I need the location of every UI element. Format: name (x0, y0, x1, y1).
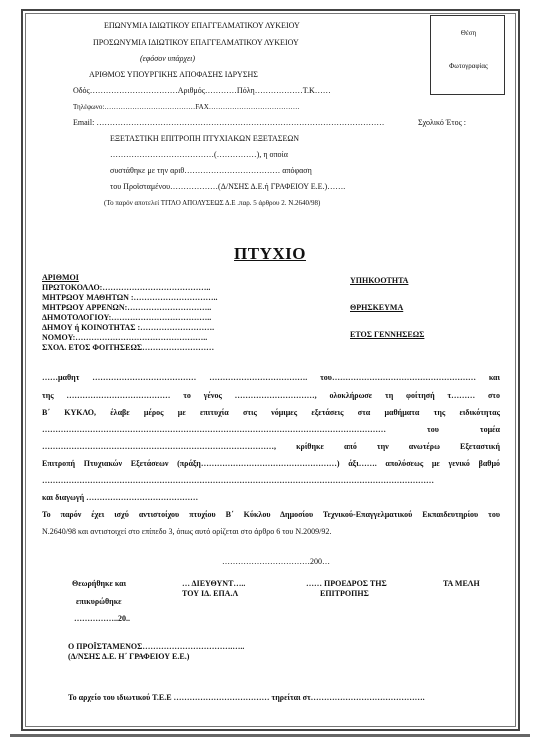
certified-label-1: Θεωρήθηκε και (72, 579, 127, 588)
document-title: ΠΤΥΧΙΟ (234, 244, 306, 263)
director-label-2: ΤΟΥ ΙΔ. ΕΠΑ.Λ (182, 589, 239, 598)
school-subname-note: (εφόσον υπάρχει) (140, 54, 196, 63)
committee-line3: συστάθηκε με την αριθ……………………………… απόφαση (110, 166, 312, 175)
committee-line4: του Προϊσταμένου………………(Δ/ΝΣΗΣ Δ.Ε.ή ΓΡΑΦΕΙΟΥ Ε.Ε.)……. (110, 182, 346, 191)
phone-fax-line: Τηλέφωνο:…………………………………FAX………………………………… (73, 103, 300, 111)
citizenship-label: ΥΠΗΚΟΟΤΗΤΑ (350, 276, 409, 285)
committee-note: (Το παρόν αποτελεί ΤΙΤΛΟ ΑΠΟΛΥΣΕΩΣ Δ.Ε .παρ. 5 άρθρου 2. Ν.2640/98) (104, 199, 321, 207)
religion-label: ΘΡΗΣΚΕΥΜΑ (350, 303, 404, 312)
chair-label-1: …… ΠΡΟΕΔΡΟΣ ΤΗΣ (306, 579, 387, 588)
body-line-1: ……μαθητ ………………………………… ………………………………. του……………………………………………… και (42, 373, 500, 382)
email-line: Email: ……………………………………………………………………………………………… (73, 118, 385, 127)
address-line: Οδός……………………………Αριθμός…………Πόλη………………Τ.Κ…… (73, 86, 331, 95)
body-line-5: ……………………………………………………………………………, κρίθηκε από την ανωτέρω Εξεταστική (42, 442, 500, 451)
registry-school-year: ΣΧΟΛ. ΕΤΟΣ ΦΟΙΤΗΣΕΩΣ……………………… (42, 343, 215, 352)
chair-label-2: ΕΠΙΤΡΟΠΗΣ (320, 589, 369, 598)
school-year-label: Σχολικό Έτος : (418, 118, 466, 127)
bottom-scan-edge (10, 734, 530, 737)
registry-prefecture: ΝΟΜΟΥ:………………………………………….. (42, 333, 208, 342)
registry-males: ΜΗΤΡΩΟΥ ΑΡΡΕΝΩΝ:………………………….. (42, 303, 212, 312)
photo-placeholder-box (430, 15, 505, 95)
members-label: ΤΑ ΜΕΛΗ (443, 579, 480, 588)
photo-label-line1: Θέση (460, 29, 477, 37)
certified-date: ……………..20.. (74, 614, 130, 623)
registry-heading: ΑΡΙΘΜΟΙ (42, 273, 79, 282)
registry-protocol: ΠΡΩΤΟΚΟΛΛΟ:………………………………….. (42, 283, 211, 292)
equivalence-line-1: Το παρόν έχει ισχύ αντιστοίχου πτυχίου Β΄ Κύκλου Δημοσίου Τεχνικού-Επαγγελματικού Εκπαιδευτηρίου του (42, 510, 500, 519)
body-line-8: και διαγωγή …………………………………… (42, 493, 199, 502)
date-line: ……………………………200… (222, 557, 330, 566)
birth-year-label: ΕΤΟΣ ΓΕΝΝΗΣΕΩΣ (350, 330, 425, 339)
school-subname: ΠΡΟΣΩΝΥΜΙΑ ΙΔΙΩΤΙΚΟΥ ΕΠΑΓΓΕΛΜΑΤΙΚΟΥ ΛΥΚΕΙΟΥ (93, 38, 299, 47)
body-line-2: της ………………………………… το γένος …………………………, ολοκλήρωσε τη φοίτησή τ……… στο (42, 391, 500, 400)
certified-label-2: επικυρώθηκε (76, 597, 122, 606)
equivalence-line-2: Ν.2640/98 και αντιστοιχεί στο επίπεδο 3, όπως αυτό ορίζεται στο άρθρο 6 του Ν.2009/92. (42, 527, 332, 536)
body-line-4: ………………………………………………………………………………………………………………… του τομέα (42, 425, 500, 434)
registry-students: ΜΗΤΡΩΟΥ ΜΑΘΗΤΩΝ :………………………….. (42, 293, 218, 302)
registry-municipality: ΔΗΜΟΥ ή ΚΟΙΝΟΤΗΤΑΣ :………………………. (42, 323, 215, 332)
body-line-6: Επιτροπή Πτυχιακών Εξετάσεων (πράξη……………………………………………) άξι……. απολύσεως με γενικό βαθμό (42, 459, 500, 468)
photo-label-line2: Φωτογραφίας (449, 62, 488, 70)
head-label: Ο ΠΡΟΪΣΤΑΜΕΝΟΣ…………………………….….. (68, 642, 245, 651)
committee-line2: …………………………………(……………), η οποία (110, 150, 288, 159)
founding-decision: ΑΡΙΘΜΟΣ ΥΠΟΥΡΓΙΚΗΣ ΑΠΟΦΑΣΗΣ ΙΔΡΥΣΗΣ (89, 70, 258, 79)
body-line-7: ………………………………………………………………………………………………………………………………… (42, 476, 434, 485)
committee-title: ΕΞΕΤΑΣΤΙΚΗ ΕΠΙΤΡΟΠΗ ΠΤΥΧΙΑΚΩΝ ΕΞΕΤΑΣΕΩΝ (110, 134, 300, 143)
head-directorate: (Δ/ΝΣΗΣ Δ.Ε. Η΄ ΓΡΑΦΕΙΟΥ Ε.Ε.) (68, 652, 190, 661)
archive-line: Το αρχείο του ιδιωτικού Τ.Ε.Ε ……………………………… τηρείται στ……………………………………. (68, 693, 425, 702)
registry-municipal: ΔΗΜΟΤΟΛΟΓΙΟΥ:……………………………….. (42, 313, 212, 322)
director-label-1: … ΔΙΕΥΘΥΝΤ….. (182, 579, 246, 588)
school-name: ΕΠΩΝΥΜΙΑ ΙΔΙΩΤΙΚΟΥ ΕΠΑΓΓΕΛΜΑΤΙΚΟΥ ΛΥΚΕΙΟΥ (104, 21, 300, 30)
body-line-3: Β΄ ΚΥΚΛΟ, έλαβε μέρος με επιτυχία στις νόμιμες εξετάσεις στα μαθήματα της ειδικότητας (42, 408, 500, 417)
